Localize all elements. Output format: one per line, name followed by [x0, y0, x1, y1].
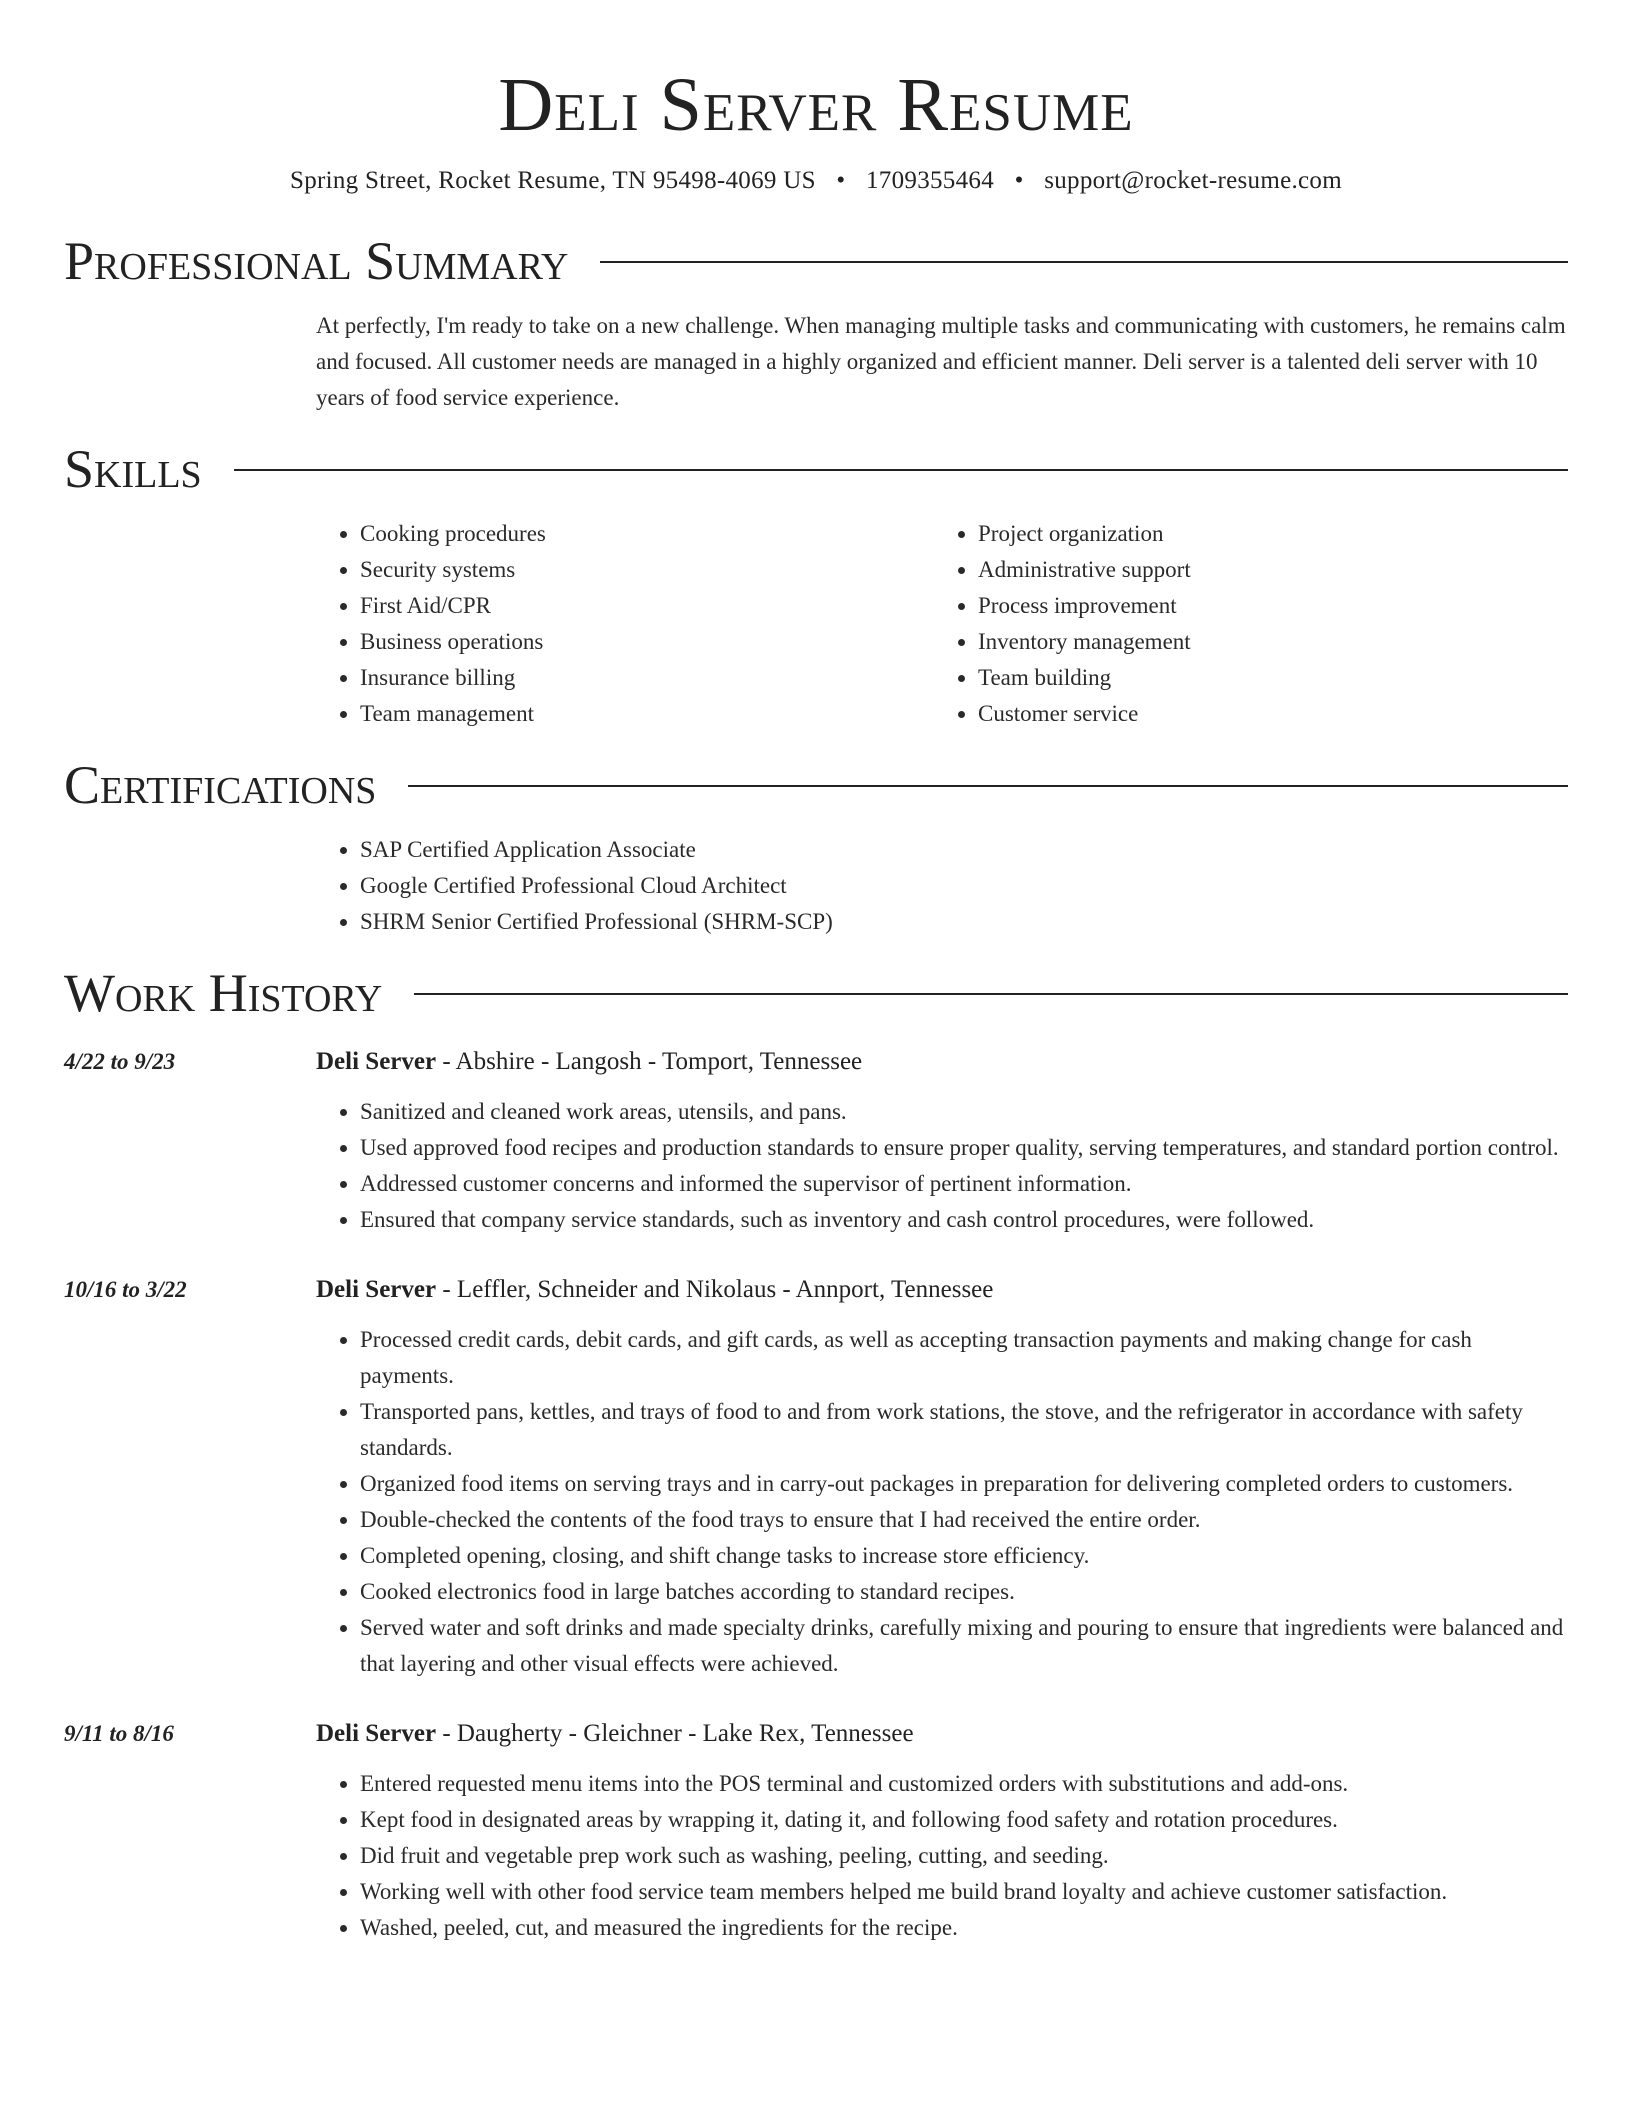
skill-item: • Insurance billing	[360, 660, 934, 696]
certification-item: • SHRM Senior Certified Professional (SHRM-SCP)	[360, 904, 1568, 940]
certification-item: • SAP Certified Application Associate	[360, 832, 1568, 868]
contact-phone: 1709355464	[866, 167, 994, 194]
job-entry	[64, 1716, 1568, 1946]
job-bullet: • Served water and soft drinks and made specialty drinks, carefully mixing and pouring to ensure that ingredients were balanced and that layering and other visual effects were achieved.	[360, 1610, 1568, 1682]
job-bullet: • Entered requested menu items into the POS terminal and customized orders with substitutions and add-ons.	[360, 1766, 1568, 1802]
certifications-body	[316, 832, 1568, 940]
job-heading	[316, 1272, 1568, 1308]
skills-column-left	[316, 516, 934, 732]
job-bullet: • Ensured that company service standards, such as inventory and cash control procedures, were followed.	[360, 1202, 1568, 1238]
skill-item: • Team management	[360, 696, 934, 732]
contact-separator: •	[1014, 167, 1024, 194]
skill-item: • Inventory management	[978, 624, 1552, 660]
certifications-section-header	[64, 754, 1568, 816]
skill-item: • Administrative support	[978, 552, 1552, 588]
job-bullet: • Sanitized and cleaned work areas, utensils, and pans.	[360, 1094, 1568, 1130]
job-title: Deli Server	[316, 1276, 437, 1303]
job-bullet: • Processed credit cards, debit cards, and gift cards, as well as accepting transaction payments and making change for cash payments.	[360, 1322, 1568, 1394]
skill-item: • Project organization	[978, 516, 1552, 552]
contact-address: Spring Street, Rocket Resume, TN 95498-4069 US	[290, 167, 816, 194]
contact-line	[64, 166, 1568, 196]
skills-heading: Skills	[64, 439, 202, 499]
summary-text: At perfectly, I'm ready to take on a new challenge. When managing multiple tasks and communicating with customers, he remains calm and focused. All customer needs are managed in a highly organized and efficient manner. Deli server is a talented deli server with 10 years of food service experience.	[316, 313, 1566, 410]
job-employer-location: - Abshire - Langosh - Tomport, Tennessee	[436, 1048, 863, 1075]
job-entry	[64, 1044, 1568, 1238]
job-heading	[316, 1716, 1568, 1752]
section-divider	[408, 785, 1568, 787]
job-bullet-list	[316, 1322, 1568, 1682]
job-details	[316, 1716, 1568, 1946]
job-employer-location: - Leffler, Schneider and Nikolaus - Annport, Tennessee	[436, 1276, 994, 1303]
job-bullet: • Organized food items on serving trays and in carry-out packages in preparation for delivering completed orders to customers.	[360, 1466, 1568, 1502]
job-bullet: • Working well with other food service team members helped me build brand loyalty and achieve customer satisfaction.	[360, 1874, 1568, 1910]
job-bullet: • Double-checked the contents of the food trays to ensure that I had received the entire order.	[360, 1502, 1568, 1538]
job-bullet: • Kept food in designated areas by wrapping it, dating it, and following food safety and rotation procedures.	[360, 1802, 1568, 1838]
job-bullet: • Transported pans, kettles, and trays of food to and from work stations, the stove, and the refrigerator in accordance with safety standards.	[360, 1394, 1568, 1466]
skills-list-right	[934, 516, 1552, 732]
skills-section-header	[64, 438, 1568, 500]
job-entry	[64, 1272, 1568, 1682]
skill-item: • Cooking procedures	[360, 516, 934, 552]
certification-item: • Google Certified Professional Cloud Architect	[360, 868, 1568, 904]
skill-item: • Team building	[978, 660, 1552, 696]
skill-item: • Process improvement	[978, 588, 1552, 624]
contact-email: support@rocket-resume.com	[1044, 167, 1342, 194]
skill-item: • Security systems	[360, 552, 934, 588]
summary-body	[316, 308, 1568, 416]
skills-column-right	[934, 516, 1552, 732]
job-details	[316, 1044, 1568, 1238]
section-divider	[414, 993, 1568, 995]
job-bullet: • Used approved food recipes and production standards to ensure proper quality, serving temperatures, and standard portion control.	[360, 1130, 1568, 1166]
job-bullet: • Cooked electronics food in large batches according to standard recipes.	[360, 1574, 1568, 1610]
work-history-heading: Work History	[64, 963, 383, 1023]
job-employer-location: - Daugherty - Gleichner - Lake Rex, Tennessee	[436, 1720, 914, 1747]
job-bullet-list	[316, 1766, 1568, 1946]
job-bullet-list	[316, 1094, 1568, 1238]
work-history-section-header	[64, 962, 1568, 1024]
skill-item: • First Aid/CPR	[360, 588, 934, 624]
skill-item: • Business operations	[360, 624, 934, 660]
job-dates: 10/16 to 3/22	[64, 1277, 187, 1302]
job-details	[316, 1272, 1568, 1682]
job-dates: 4/22 to 9/23	[64, 1049, 176, 1074]
skills-body	[316, 516, 1568, 732]
job-title: Deli Server	[316, 1048, 437, 1075]
contact-separator: •	[836, 167, 846, 194]
certifications-heading: Certifications	[64, 755, 377, 815]
summary-heading: Professional Summary	[64, 231, 569, 291]
skill-item: • Customer service	[978, 696, 1552, 732]
job-bullet: • Completed opening, closing, and shift change tasks to increase store efficiency.	[360, 1538, 1568, 1574]
skills-grid	[316, 516, 1568, 732]
section-divider	[234, 469, 1568, 471]
summary-section-header	[64, 230, 1568, 292]
resume-title: Deli Server Resume	[498, 63, 1134, 147]
job-dates: 9/11 to 8/16	[64, 1721, 174, 1746]
job-heading	[316, 1044, 1568, 1080]
job-bullet: • Addressed customer concerns and informed the supervisor of pertinent information.	[360, 1166, 1568, 1202]
skills-list-left	[316, 516, 934, 732]
job-title: Deli Server	[316, 1720, 437, 1747]
job-bullet: • Washed, peeled, cut, and measured the ingredients for the recipe.	[360, 1910, 1568, 1946]
certifications-list	[316, 832, 1568, 940]
section-divider	[600, 261, 1568, 263]
job-bullet: • Did fruit and vegetable prep work such as washing, peeling, cutting, and seeding.	[360, 1838, 1568, 1874]
